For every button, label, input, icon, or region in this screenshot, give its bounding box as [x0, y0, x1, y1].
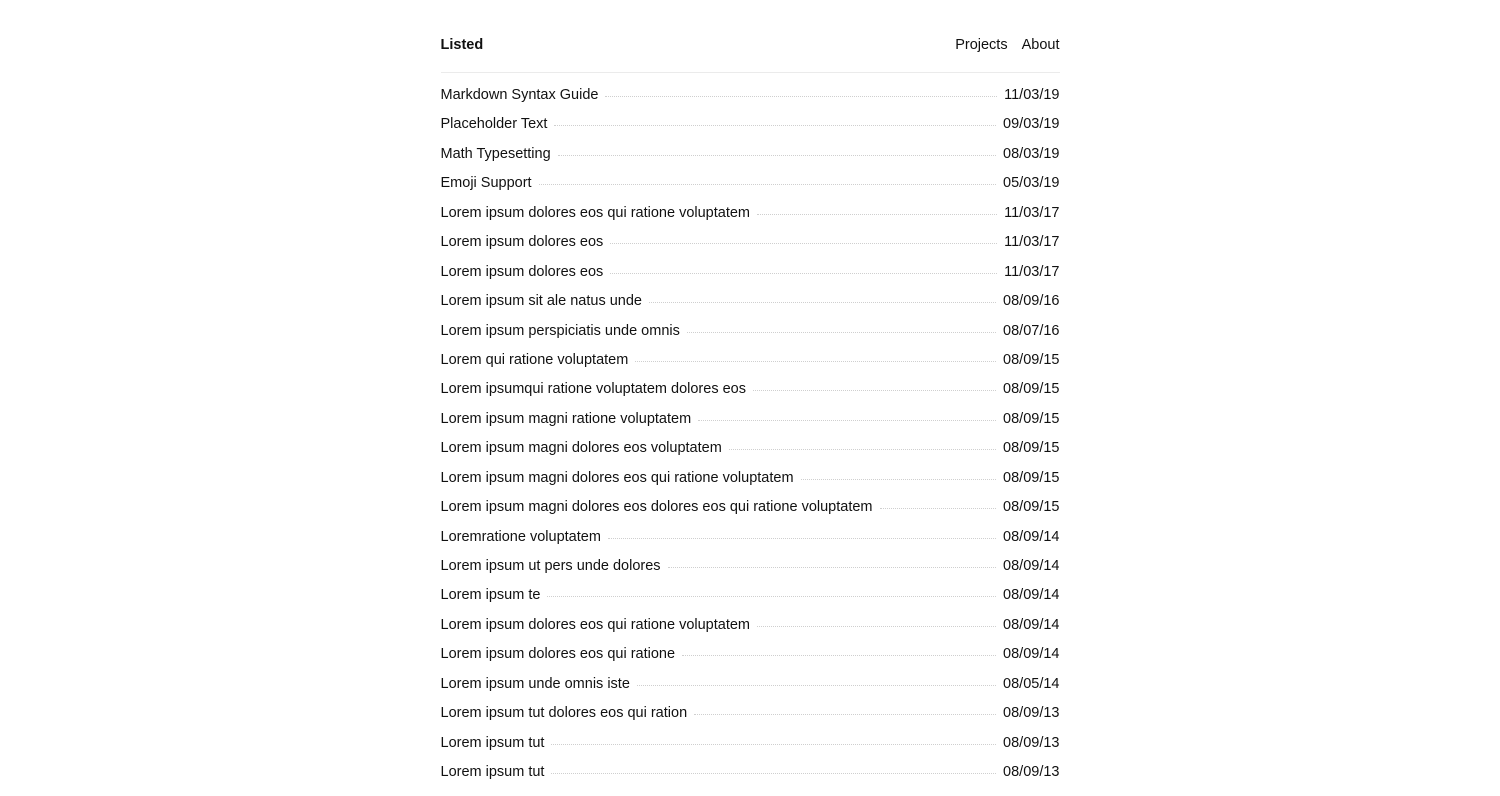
post-date: 08/09/15: [1003, 381, 1060, 398]
post-title-link[interactable]: Lorem ipsum magni dolores eos qui ratione voluptatem: [440, 469, 794, 486]
post-date: 08/09/14: [1003, 616, 1060, 633]
post-list-item: [441, 764, 1060, 793]
post-list-item: [441, 205, 1060, 234]
page-container: [441, 0, 1060, 794]
post-list-item: [441, 705, 1060, 734]
post-list-item: [441, 264, 1060, 293]
post-list-item: [441, 352, 1060, 381]
dotted-leader: [687, 332, 996, 333]
post-title-link[interactable]: Markdown Syntax Guide: [440, 87, 599, 103]
post-list-item: [441, 499, 1060, 528]
post-date: 11/03/17: [1004, 263, 1060, 280]
dotted-leader: [539, 184, 996, 185]
post-date: 08/03/19: [1003, 145, 1060, 162]
post-title-link[interactable]: Math Typesetting: [440, 145, 551, 162]
post-list-item: [441, 735, 1060, 764]
post-title-link[interactable]: Loremratione voluptatem: [440, 528, 601, 545]
post-date: 11/03/17: [1004, 234, 1060, 251]
post-list-item: [441, 529, 1060, 558]
post-title-link[interactable]: Emoji Support: [440, 175, 532, 192]
dotted-leader: [698, 420, 996, 421]
dotted-leader: [547, 596, 996, 597]
post-title-link[interactable]: Lorem ipsum dolores eos: [440, 263, 604, 280]
dotted-leader: [635, 361, 996, 362]
nav-link-about[interactable]: About: [1021, 37, 1060, 53]
post-list-item: [441, 646, 1060, 675]
dotted-leader: [880, 508, 997, 509]
dotted-leader: [551, 744, 996, 745]
site-title-link[interactable]: Listed: [440, 37, 484, 53]
dotted-leader: [729, 449, 996, 450]
dotted-leader: [682, 655, 996, 656]
post-title-link[interactable]: Lorem ipsum magni dolores eos voluptatem: [440, 440, 722, 457]
dotted-leader: [610, 243, 997, 244]
post-date: 08/09/14: [1003, 528, 1060, 545]
post-list-item: [441, 116, 1060, 145]
post-list-item: [441, 323, 1060, 352]
post-title-link[interactable]: Lorem ipsum tut dolores eos qui ration: [440, 705, 688, 722]
dotted-leader: [551, 773, 996, 774]
dotted-leader: [649, 302, 996, 303]
post-list-item: [441, 411, 1060, 440]
post-date: 09/03/19: [1003, 116, 1060, 133]
dotted-leader: [554, 125, 996, 126]
dotted-leader: [757, 626, 996, 627]
post-list-item: [441, 146, 1060, 175]
post-date: 08/09/15: [1003, 469, 1060, 486]
post-date: 08/09/16: [1003, 293, 1060, 310]
post-date: 08/05/14: [1003, 675, 1060, 692]
post-title-link[interactable]: Lorem ipsumqui ratione voluptatem dolores eos: [440, 381, 746, 398]
post-date: 05/03/19: [1003, 175, 1060, 192]
post-title-link[interactable]: Placeholder Text: [440, 116, 548, 133]
dotted-leader: [610, 273, 997, 274]
dotted-leader: [753, 390, 996, 391]
site-header: [441, 30, 1060, 73]
post-date: 08/09/14: [1003, 646, 1060, 663]
post-date: 08/07/16: [1003, 322, 1060, 339]
dotted-leader: [757, 214, 997, 215]
post-date: 08/09/14: [1003, 558, 1060, 574]
post-title-link[interactable]: Lorem ipsum dolores eos qui ratione voluptatem: [440, 616, 750, 633]
post-title-link[interactable]: Lorem ipsum tut: [440, 734, 545, 751]
post-list-item: [441, 587, 1060, 616]
post-list-item: [441, 381, 1060, 410]
post-title-link[interactable]: Lorem ipsum perspiciatis unde omnis: [440, 322, 680, 339]
post-list-item: [441, 293, 1060, 322]
post-list-item: [441, 676, 1060, 705]
post-list-item: [441, 617, 1060, 646]
post-title-link[interactable]: Lorem ipsum magni ratione voluptatem: [440, 410, 692, 427]
post-list: [441, 73, 1060, 794]
post-date: 11/03/17: [1004, 204, 1060, 221]
post-date: 08/09/15: [1003, 499, 1060, 516]
post-date: 08/09/13: [1003, 764, 1060, 781]
post-date: 08/09/14: [1003, 587, 1060, 604]
post-date: 08/09/15: [1003, 410, 1060, 427]
post-title-link[interactable]: Lorem ipsum dolores eos: [440, 234, 604, 251]
post-title-link[interactable]: Lorem ipsum unde omnis iste: [440, 675, 630, 692]
post-list-item: [441, 440, 1060, 469]
post-list-item: [441, 87, 1060, 116]
post-title-link[interactable]: Lorem qui ratione voluptatem: [440, 351, 629, 368]
post-date: 11/03/19: [1004, 87, 1060, 103]
dotted-leader: [694, 714, 996, 715]
post-title-link[interactable]: Lorem ipsum dolores eos qui ratione: [440, 646, 676, 663]
post-title-link[interactable]: Lorem ipsum tut: [440, 764, 545, 781]
dotted-leader: [801, 479, 997, 480]
post-title-link[interactable]: Lorem ipsum ut pers unde dolores: [440, 558, 661, 574]
post-date: 08/09/13: [1003, 734, 1060, 751]
post-list-item: [441, 175, 1060, 204]
dotted-leader: [605, 96, 997, 97]
post-list-item: [441, 558, 1060, 587]
post-title-link[interactable]: Lorem ipsum sit ale natus unde: [440, 293, 642, 310]
post-date: 08/09/13: [1003, 705, 1060, 722]
dotted-leader: [558, 155, 996, 156]
dotted-leader: [608, 538, 996, 539]
nav-link-projects[interactable]: Projects: [955, 37, 1008, 53]
post-date: 08/09/15: [1003, 440, 1060, 457]
main-nav: [955, 37, 1059, 53]
post-title-link[interactable]: Lorem ipsum dolores eos qui ratione voluptatem: [440, 204, 750, 221]
post-list-item: [441, 470, 1060, 499]
post-list-item: [441, 234, 1060, 263]
post-title-link[interactable]: Lorem ipsum te: [440, 587, 541, 604]
post-title-link[interactable]: Lorem ipsum magni dolores eos dolores eos qui ratione voluptatem: [440, 499, 873, 516]
dotted-leader: [637, 685, 996, 686]
dotted-leader: [668, 567, 997, 568]
post-date: 08/09/15: [1003, 351, 1060, 368]
